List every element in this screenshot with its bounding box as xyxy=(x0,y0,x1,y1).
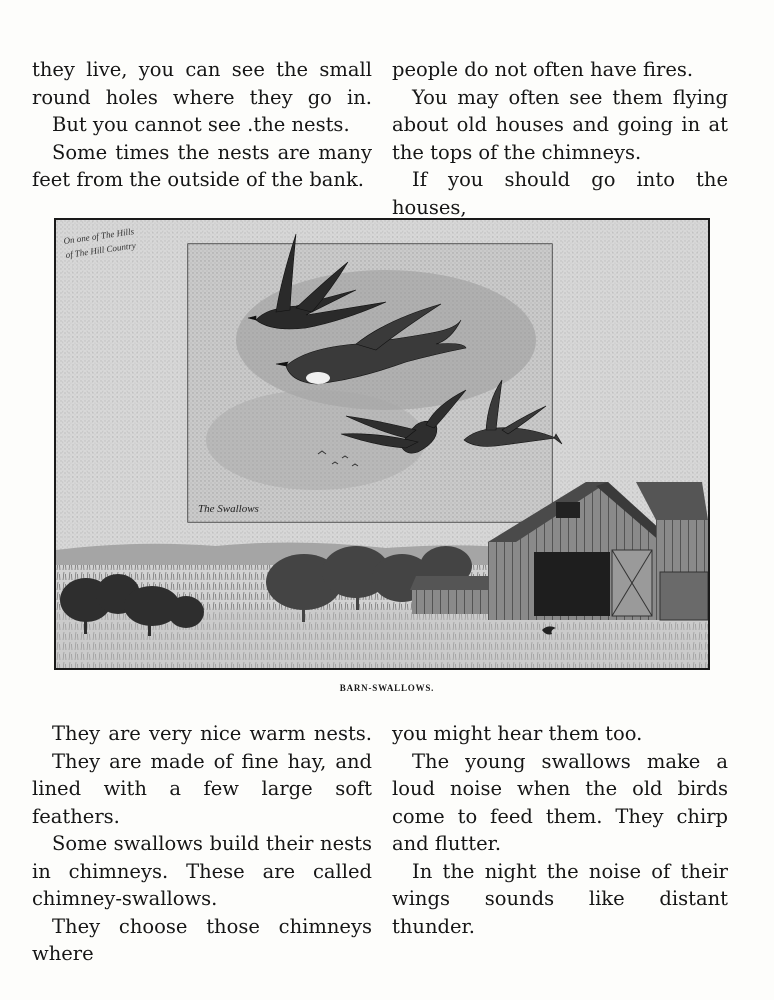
paragraph: You may often see them flying about old houses and going in at the tops of the chimneys. xyxy=(392,85,728,164)
paragraph: They are very nice warm nests. xyxy=(52,722,372,745)
inscription-line: of The Hill Country xyxy=(64,240,137,260)
paragraph: But you cannot see .the nests. xyxy=(52,113,350,136)
paragraph: They choose those chimneys where xyxy=(32,914,372,965)
barn-swallows-illustration xyxy=(54,218,710,670)
shed xyxy=(410,576,492,614)
figure-caption: BARN-SWALLOWS. xyxy=(339,683,435,693)
paragraph: Some times the nests are many feet from the outside of the bank. xyxy=(32,140,372,191)
inscription-line: On one of The Hills xyxy=(62,226,135,246)
bottom-right-column xyxy=(392,720,728,940)
inset-inscription: The Swallows xyxy=(198,503,259,515)
paragraph: you might hear them too. xyxy=(392,722,643,745)
paragraph: They are made of fine hay, and lined with a few large soft feathers. xyxy=(32,749,372,828)
paragraph: people do not often have fires. xyxy=(392,58,694,81)
paragraph: Some swallows build their nests in chimneys. These are called chimney-swallows. xyxy=(32,832,372,910)
paragraph: they live, you can see the small round holes where they go in. xyxy=(32,58,372,109)
bottom-left-column xyxy=(32,720,372,968)
top-right-column xyxy=(392,56,728,221)
top-left-column xyxy=(32,56,372,194)
paragraph: If you should go into the houses, xyxy=(392,168,728,219)
paragraph: In the night the noise of their wings sounds like distant thunder. xyxy=(392,859,728,938)
paragraph: The young swallows make a loud noise when the old birds come to feed them. They chirp and flutter. xyxy=(392,749,728,855)
